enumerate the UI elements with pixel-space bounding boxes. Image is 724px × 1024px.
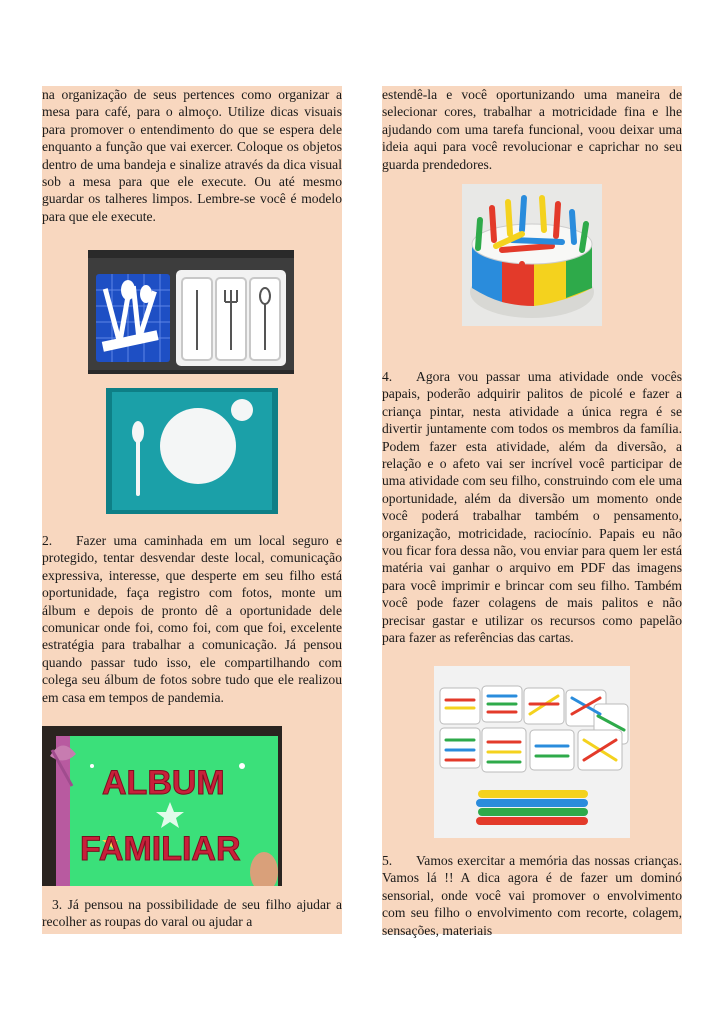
paragraph-organization: na organização de seus pertences como organizar a mesa para café, para o almoço. Utilize dicas visuais para promover o entendimento do que se espera dele enquanto a função que vai exercer. Coloque os objetos dentro de uma bandeja e sinalize através da dica visual sob a mesa para que ele execute. Ou até mesmo guardar os talheres limpos. Lembre-se você é modelo para que ele execute. xyxy=(42,87,342,224)
item-3-paragraph: 3. Já pensou na possibilidade de seu filho ajudar a recolher as roupas do varal ou ajudar a xyxy=(42,897,342,930)
placemat-visual-cue-photo xyxy=(106,388,278,514)
clothespin-holder-photo xyxy=(462,184,602,326)
item-4-paragraph xyxy=(382,368,682,647)
item-2-text: Fazer uma caminhada em um local seguro e protegido, tentar desvendar deste local, comunicação expressiva, interesse, que desperte em seu filho está oportunidade, faça registro com fotos, monte um álbum e depois de pronto dê a oportunidade dele comunicar onde foi, como foi, com que foi, excelente estratégia para trabalhar a comunicação. Já pensou quando passar tudo isso, ele compartilhando com colega seu álbum de fotos sobre tudo que ele realizou em casa em tempos de pandemia. xyxy=(42,533,342,705)
paragraph-clothespins: estendê-la e você oportunizando uma maneira de selecionar cores, trabalhar a motricidade fina e lhe ajudando com uma tarefa funcional, voou deixar uma ideia aqui para você revolucionar e caprichar no seu guarda prendedores. xyxy=(382,87,682,172)
item-2-paragraph xyxy=(42,532,342,706)
item-2-number: 2. xyxy=(42,533,53,548)
item-5-paragraph xyxy=(382,852,682,939)
cutlery-tray-photo xyxy=(88,250,294,374)
album-familiar-photo xyxy=(42,726,282,886)
item-5-number: 5. xyxy=(382,853,393,868)
album-title-line-1: ALBUM xyxy=(102,764,225,802)
right-column xyxy=(382,86,682,938)
left-column xyxy=(42,86,342,934)
popsicle-stick-cards-photo xyxy=(434,666,630,838)
item-5-text: Vamos exercitar a memória das nossas crianças. Vamos lá !! A dica agora é de fazer um dominó sensorial, onde você vai promover o envolvimento com seu filho o envolvimento com recorte, colagem, sensações, materiais xyxy=(382,853,682,938)
item-4-number: 4. xyxy=(382,369,393,384)
album-title-line-2: FAMILIAR xyxy=(80,830,241,868)
item-4-text: Agora vou passar uma atividade onde vocês papais, poderão adquirir palitos de picolé e fazer a criança pintar, nesta atividade a única regra é se divertir juntamente com todos os membros da família. Podem fazer esta atividade, além da diversão, a relação e o afeto vai ser incrível você participar de uma atividade com seu filho, construindo com ele uma oportunidade, além da diversão um momento onde você poderá trabalhar também o pensamento, organização, motricidade, raciocínio. Papais eu não vou ficar fora dessa não, vou enviar para quem ler está matéria vai ganhar o arquivo em PDF das imagens para você imprimir e brincar com seu filho. Também você pode fazer colagens de mais palitos e não precisar gastar e utilizar os recursos como papelão para fazer as referências das cartas. xyxy=(382,369,682,646)
